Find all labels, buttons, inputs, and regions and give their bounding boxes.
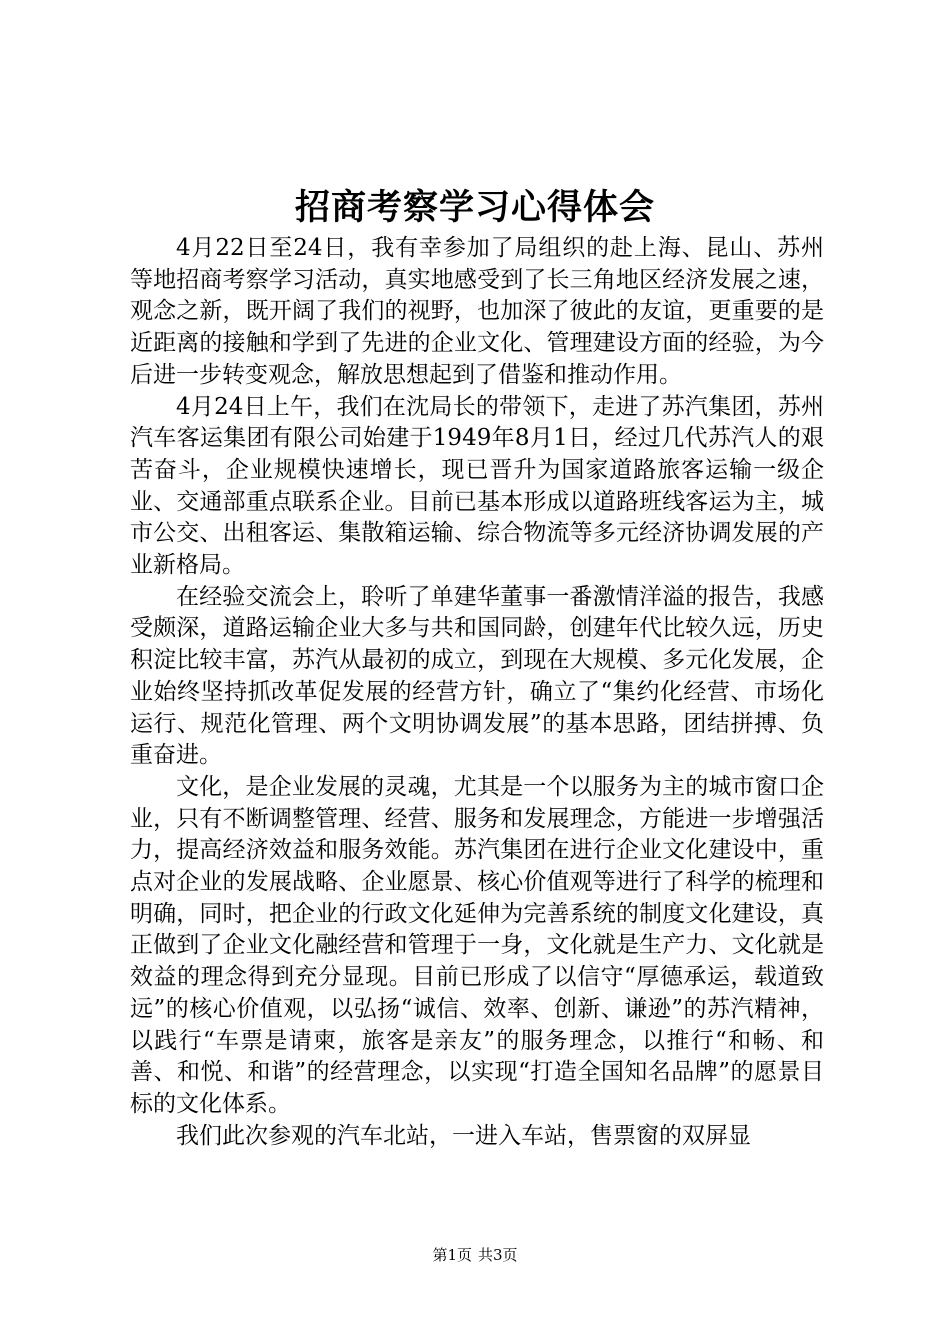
paragraph: 4月22日至24日，我有幸参加了局组织的赴上海、昆山、苏州等地招商考察学习活动，真实地感受到了长三角地区经济发展之速，观念之新，既开阔了我们的视野，也加深了彼此的友谊，更重要的是近距离的接触和学到了先进的企业文化、管理建设方面的经验，为今后进一步转变观念，解放思想起到了借鉴和推动作用。 (130, 235, 824, 388)
paragraph: 4月24日上午，我们在沈局长的带领下，走进了苏汽集团，苏州汽车客运集团有限公司始建于1949年8月1日，经过几代苏汽人的艰苦奋斗，企业规模快速增长，现已晋升为国家道路旅客运输一级企业、交通部重点联系企业。目前已基本形成以道路班线客运为主，城市公交、出租客运、集散箱运输、综合物流等多元经济协调发展的产业新格局。 (130, 393, 824, 579)
page-total: 共3页 (478, 1246, 518, 1264)
paragraph: 文化，是企业发展的灵魂，尤其是一个以服务为主的城市窗口企业，只有不断调整管理、经营、服务和发展理念，方能进一步增强活力，提高经济效益和服务效能。苏汽集团在进行企业文化建设中，重点对企业的发展战略、企业愿景、核心价值观等进行了科学的梳理和明确，同时，把企业的行政文化延伸为完善系统的制度文化建设，真正做到了企业文化融经营和管理于一身，文化就是生产力、文化就是效益的理念得到充分显现。目前已形成了以信守“厚德承运，载道致远”的核心价值观，以弘扬“诚信、效率、创新、谦逊”的苏汽精神，以践行“车票是请柬，旅客是亲友”的服务理念，以推行“和畅、和善、和悦、和谐”的经营理念，以实现“打造全国知名品牌”的愿景目标的文化体系。 (130, 773, 824, 1117)
paragraph: 在经验交流会上，聆听了单建华董事一番激情洋溢的报告，我感受颇深，道路运输企业大多与共和国同龄，创建年代比较久远，历史积淀比较丰富，苏汽从最初的成立，到现在大规模、多元化发展，企业始终坚持抓改革促发展的经营方针，确立了“集约化经营、市场化运行、规范化管理、两个文明协调发展”的基本思路，团结拼搏、负重奋进。 (130, 583, 824, 769)
page-footer (0, 1244, 950, 1266)
paragraph: 我们此次参观的汽车北站，一进入车站，售票窗的双屏显 (176, 1122, 751, 1149)
document-title: 招商考察学习心得体会 (294, 188, 655, 228)
page-number: 第1页 (432, 1246, 472, 1264)
document-body (130, 233, 824, 1152)
